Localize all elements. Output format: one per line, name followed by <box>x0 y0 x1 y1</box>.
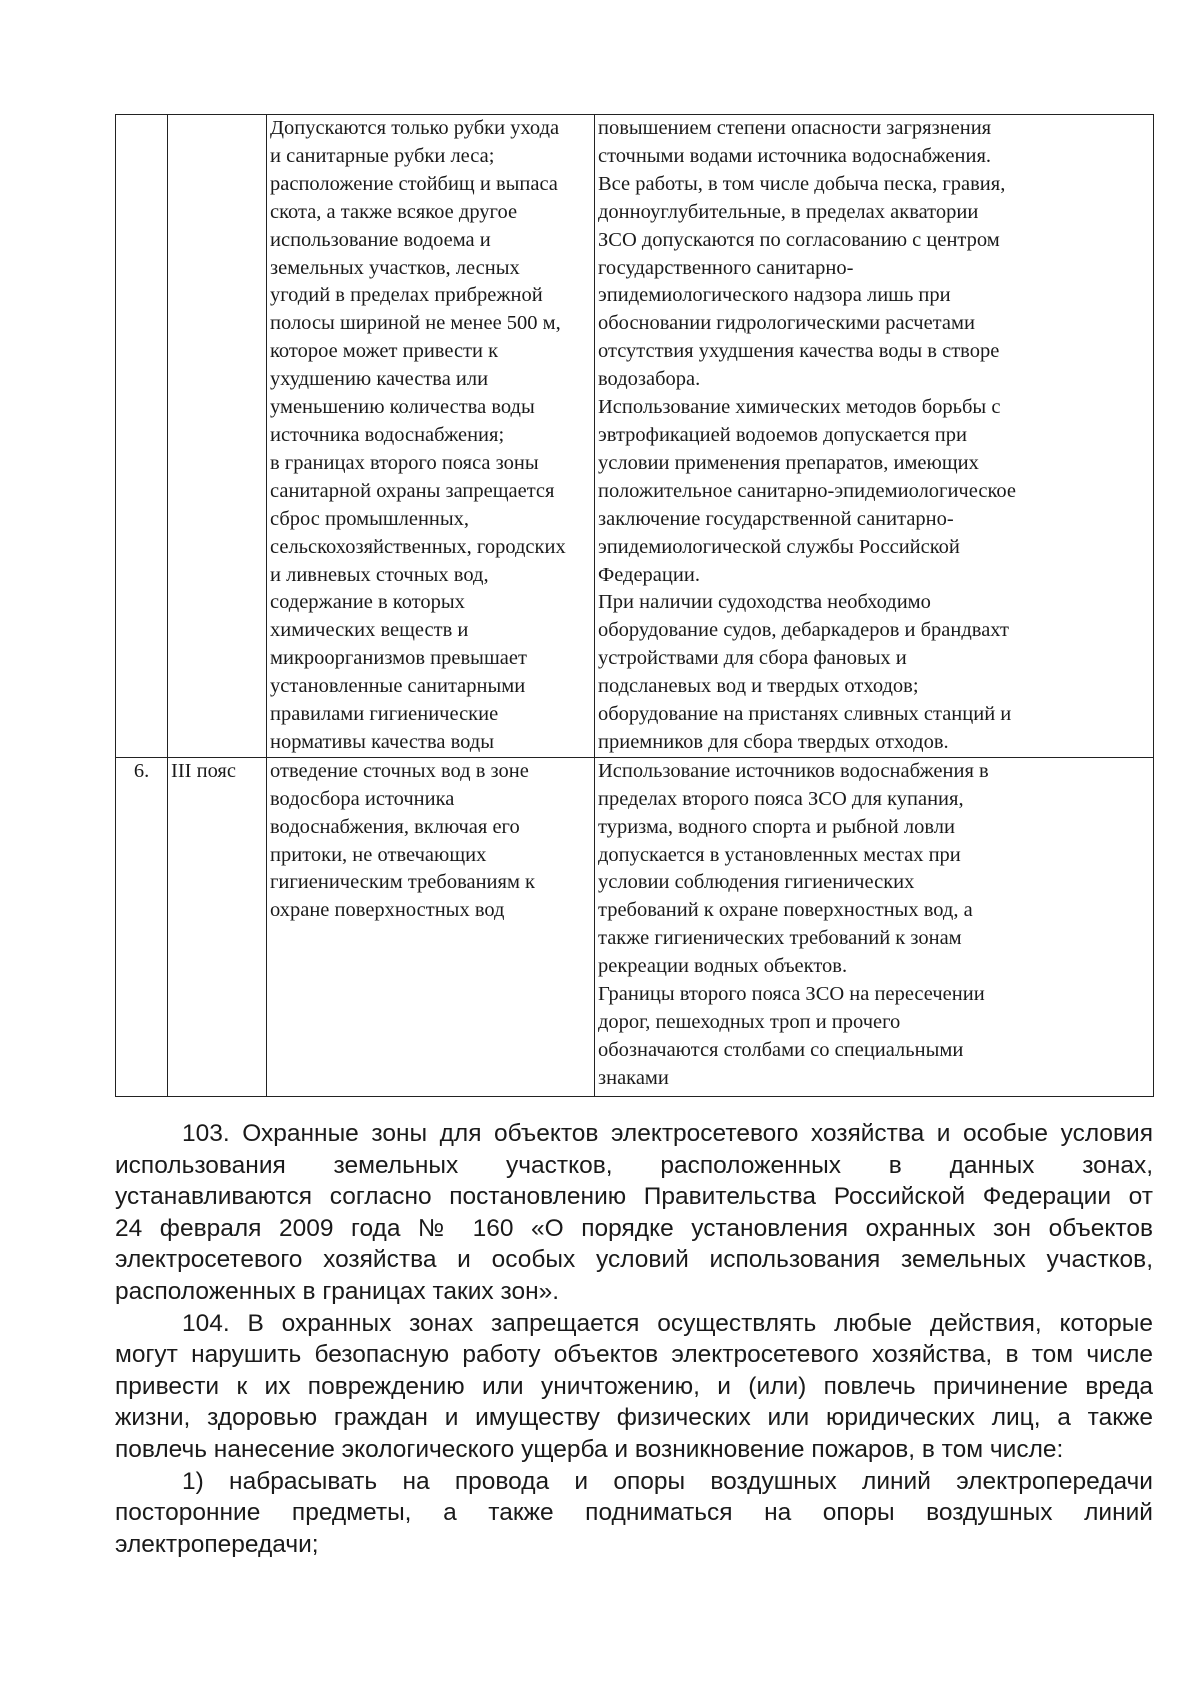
paragraph-line: использования земельных участков, расположенных в данных зонах, <box>115 1151 1153 1179</box>
row-number-cell <box>116 757 168 1096</box>
allowed-line: положительное санитарно-эпидемиологическое <box>598 479 1016 502</box>
paragraph-item-1 <box>115 1466 1153 1561</box>
restrictions-line: санитарной охраны запрещается <box>270 479 555 502</box>
restrictions-line: микроорганизмов превышает <box>270 647 527 670</box>
allowed-line: условии соблюдения гигиенических <box>598 871 915 894</box>
table-row <box>116 757 1154 1096</box>
allowed-line: дорог, пешеходных троп и прочего <box>598 1011 901 1033</box>
paragraph-line: 103. Охранные зоны для объектов электросетевого хозяйства и особые условия <box>182 1120 1153 1147</box>
restrictions-line: водоснабжения, включая его <box>270 815 520 838</box>
restrictions-line: отведение сточных вод в зоне <box>270 759 529 782</box>
row-number-cell <box>116 115 168 758</box>
allowed-line: обозначаются столбами со специальными <box>598 1038 964 1061</box>
document-body <box>115 1118 1153 1560</box>
allowed-line: устройствами для сбора фановых и <box>598 647 907 670</box>
allowed-line: эпидемиологического надзора лишь при <box>598 284 951 307</box>
zone-name: III пояс <box>171 759 236 782</box>
restrictions-line: химических веществ и <box>270 619 469 642</box>
allowed-line: пределах второго пояса ЗСО для купания, <box>598 787 964 810</box>
restrictions-line: сброс промышленных, <box>270 507 470 530</box>
paragraph-line: 1) набрасывать на провода и опоры воздушных линий электропередачи <box>182 1467 1153 1495</box>
allowed-line: При наличии судоходства необходимо <box>598 591 931 614</box>
restrictions-line: содержание в которых <box>270 591 465 614</box>
table-row <box>116 115 1154 758</box>
allowed-line: также гигиенических требований к зонам <box>598 927 962 950</box>
allowed-line: подсланевых вод и твердых отходов; <box>598 675 919 698</box>
restrictions-line: которое может привести к <box>270 340 499 363</box>
paragraph-line: электросетевого хозяйства и особых условий использования земельных участков, <box>115 1246 1153 1274</box>
allowed-line: Все работы, в том числе добыча песка, гравия, <box>598 172 1006 195</box>
paragraph-line: повлечь нанесение экологического ущерба и возникновение пожаров, в том числе: <box>115 1435 1064 1463</box>
allowed-line: требований к охране поверхностных вод, а <box>598 899 973 922</box>
allowed-line: сточными водами источника водоснабжения. <box>598 144 991 167</box>
restrictions-line: скота, а также всякое другое <box>270 200 518 223</box>
restrictions-line: расположение стойбищ и выпаса <box>270 172 558 195</box>
allowed-line: донноуглубительные, в пределах акватории <box>598 200 979 223</box>
restrictions-line: источника водоснабжения; <box>270 423 505 446</box>
paragraph-line: 104. В охранных зонах запрещается осуществлять любые действия, которые <box>182 1309 1153 1337</box>
restrictions-cell <box>267 115 595 758</box>
paragraph-line: устанавливаются согласно постановлению Правительства Российской Федерации от <box>115 1183 1153 1211</box>
restrictions-line: и ливневых сточных вод, <box>270 563 489 586</box>
allowed-line: туризма, водного спорта и рыбной ловли <box>598 815 955 838</box>
paragraph-line: электропередачи; <box>115 1530 319 1558</box>
restrictions-line: охране поверхностных вод <box>270 899 505 922</box>
restrictions-line: притоки, не отвечающих <box>270 843 487 866</box>
restrictions-line: уменьшению количества воды <box>270 396 535 419</box>
allowed-line: заключение государственной санитарно- <box>598 507 954 530</box>
paragraph-line: привести к их повреждению или уничтожению, и (или) повлечь причинение вреда <box>115 1372 1153 1400</box>
allowed-line: приемников для сбора твердых отходов. <box>598 730 949 753</box>
restrictions-cell <box>267 757 595 1096</box>
restrictions-line: сельскохозяйственных, городских <box>270 535 566 558</box>
allowed-line: Границы второго пояса ЗСО на пересечении <box>598 983 985 1006</box>
paragraph-103 <box>115 1118 1153 1308</box>
zone-cell <box>168 757 267 1096</box>
restrictions-line: установленные санитарными <box>270 675 526 698</box>
paragraph-104 <box>115 1308 1153 1466</box>
paragraph-line: могут нарушить безопасную работу объектов электросетевого хозяйства, в том числе <box>115 1341 1153 1369</box>
allowed-line: условии применения препаратов, имеющих <box>598 451 979 474</box>
allowed-line: Использование источников водоснабжения в <box>598 759 989 782</box>
allowed-line: ЗСО допускаются по согласованию с центром <box>598 228 1000 251</box>
allowed-line: Федерации. <box>598 563 700 586</box>
allowed-line: государственного санитарно- <box>598 256 854 279</box>
allowed-line: допускается в установленных местах при <box>598 843 961 866</box>
allowed-line: обосновании гидрологическими расчетами <box>598 312 975 335</box>
zones-table <box>115 114 1154 1097</box>
restrictions-line: водосбора источника <box>270 787 455 810</box>
allowed-line: рекреации водных объектов. <box>598 955 848 978</box>
restrictions-line: полосы шириной не менее 500 м, <box>270 312 561 335</box>
restrictions-line: земельных участков, лесных <box>270 256 520 279</box>
allowed-line: эпидемиологической службы Российской <box>598 535 960 558</box>
allowed-line: оборудование судов, дебаркадеров и брандвахт <box>598 619 1009 642</box>
row-number: 6. <box>133 759 150 782</box>
restrictions-line: использование водоема и <box>270 228 491 251</box>
allowed-activities-cell <box>595 757 1154 1096</box>
allowed-activities-cell <box>595 115 1154 758</box>
allowed-line: знаками <box>598 1066 669 1089</box>
allowed-line: повышением степени опасности загрязнения <box>598 117 992 139</box>
restrictions-line: Допускаются только рубки ухода <box>270 117 560 139</box>
restrictions-line: нормативы качества воды <box>270 730 495 753</box>
paragraph-line: 24 февраля 2009 года № 160 «О порядке установления охранных зон объектов <box>115 1214 1153 1242</box>
restrictions-line: в границах второго пояса зоны <box>270 451 539 474</box>
paragraph-line: посторонние предметы, а также подниматься на опоры воздушных линий <box>115 1499 1153 1527</box>
allowed-line: эвтрофикацией водоемов допускается при <box>598 423 967 446</box>
restrictions-line: гигиеническим требованиям к <box>270 871 536 894</box>
restrictions-line: правилами гигиенические <box>270 703 499 726</box>
restrictions-line: и санитарные рубки леса; <box>270 144 495 167</box>
paragraph-line: жизни, здоровью граждан и имуществу физических или юридических лиц, а также <box>115 1404 1153 1432</box>
allowed-line: отсутствия ухудшения качества воды в створе <box>598 340 1000 363</box>
allowed-line: водозабора. <box>598 368 701 391</box>
allowed-line: Использование химических методов борьбы с <box>598 396 1001 419</box>
zone-cell <box>168 115 267 758</box>
restrictions-line: ухудшению качества или <box>270 368 489 391</box>
restrictions-line: угодий в пределах прибрежной <box>270 284 543 307</box>
paragraph-line: расположенных в границах таких зон». <box>115 1277 560 1305</box>
allowed-line: оборудование на пристанях сливных станций и <box>598 703 1012 726</box>
